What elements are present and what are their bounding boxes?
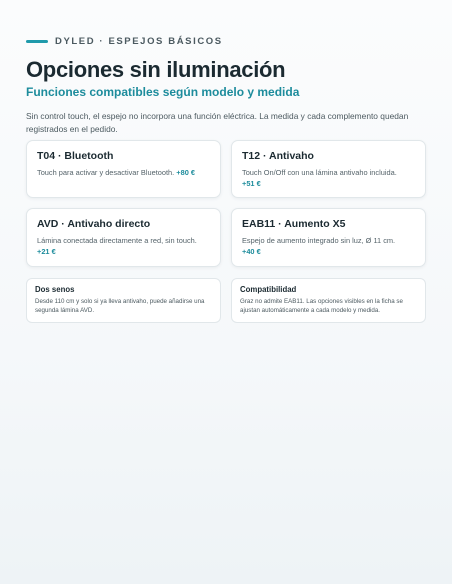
intro-text: Sin control touch, el espejo no incorpora una función eléctrica. La medida y cada complemento quedan registrados en el pedido. — [26, 111, 409, 134]
eyebrow — [26, 34, 426, 48]
option-description-text: Lámina conectada directamente a red, sin touch. — [37, 236, 197, 245]
option-description-text: Touch para activar y desactivar Bluetooth. — [37, 168, 175, 177]
accent-bar — [26, 40, 48, 43]
option-card-eab11[interactable] — [231, 208, 426, 267]
note-title: Dos senos — [35, 285, 75, 294]
page-subtitle: Funciones compatibles según modelo y medida — [26, 85, 300, 99]
note-text: Graz no admite EAB11. Las opciones visibles en la ficha se ajustan automáticamente a cada modelo y medida. — [240, 298, 403, 314]
option-price: +51 € — [242, 178, 261, 188]
option-title: T04 · Bluetooth — [37, 150, 114, 162]
option-description-text: Espejo de aumento integrado sin luz, Ø 11 cm. — [242, 236, 396, 245]
option-description — [242, 236, 415, 257]
note-compatibilidad — [231, 278, 426, 323]
option-description — [242, 168, 415, 189]
option-card-t04[interactable] — [26, 140, 221, 198]
note-dos-senos — [26, 278, 221, 323]
option-description — [37, 236, 210, 257]
option-price: +40 € — [242, 246, 261, 256]
option-description — [37, 168, 210, 179]
option-price: +80 € — [176, 168, 195, 177]
option-title: AVD · Antivaho directo — [37, 218, 151, 230]
option-card-avd[interactable] — [26, 208, 221, 267]
eyebrow-label: DYLED · ESPEJOS BÁSICOS — [55, 35, 223, 47]
note-title: Compatibilidad — [240, 285, 297, 294]
option-description-text: Touch On/Off con una lámina antivaho incluida. — [242, 168, 397, 177]
note-text: Desde 110 cm y solo si ya lleva antivaho, puede añadirse una segunda lámina AVD. — [35, 298, 205, 314]
option-title: EAB11 · Aumento X5 — [242, 218, 346, 230]
option-title: T12 · Antivaho — [242, 150, 314, 162]
option-card-t12[interactable] — [231, 140, 426, 198]
option-price: +21 € — [37, 246, 56, 256]
options-page — [26, 34, 426, 314]
page-title: Opciones sin iluminación — [26, 57, 286, 82]
